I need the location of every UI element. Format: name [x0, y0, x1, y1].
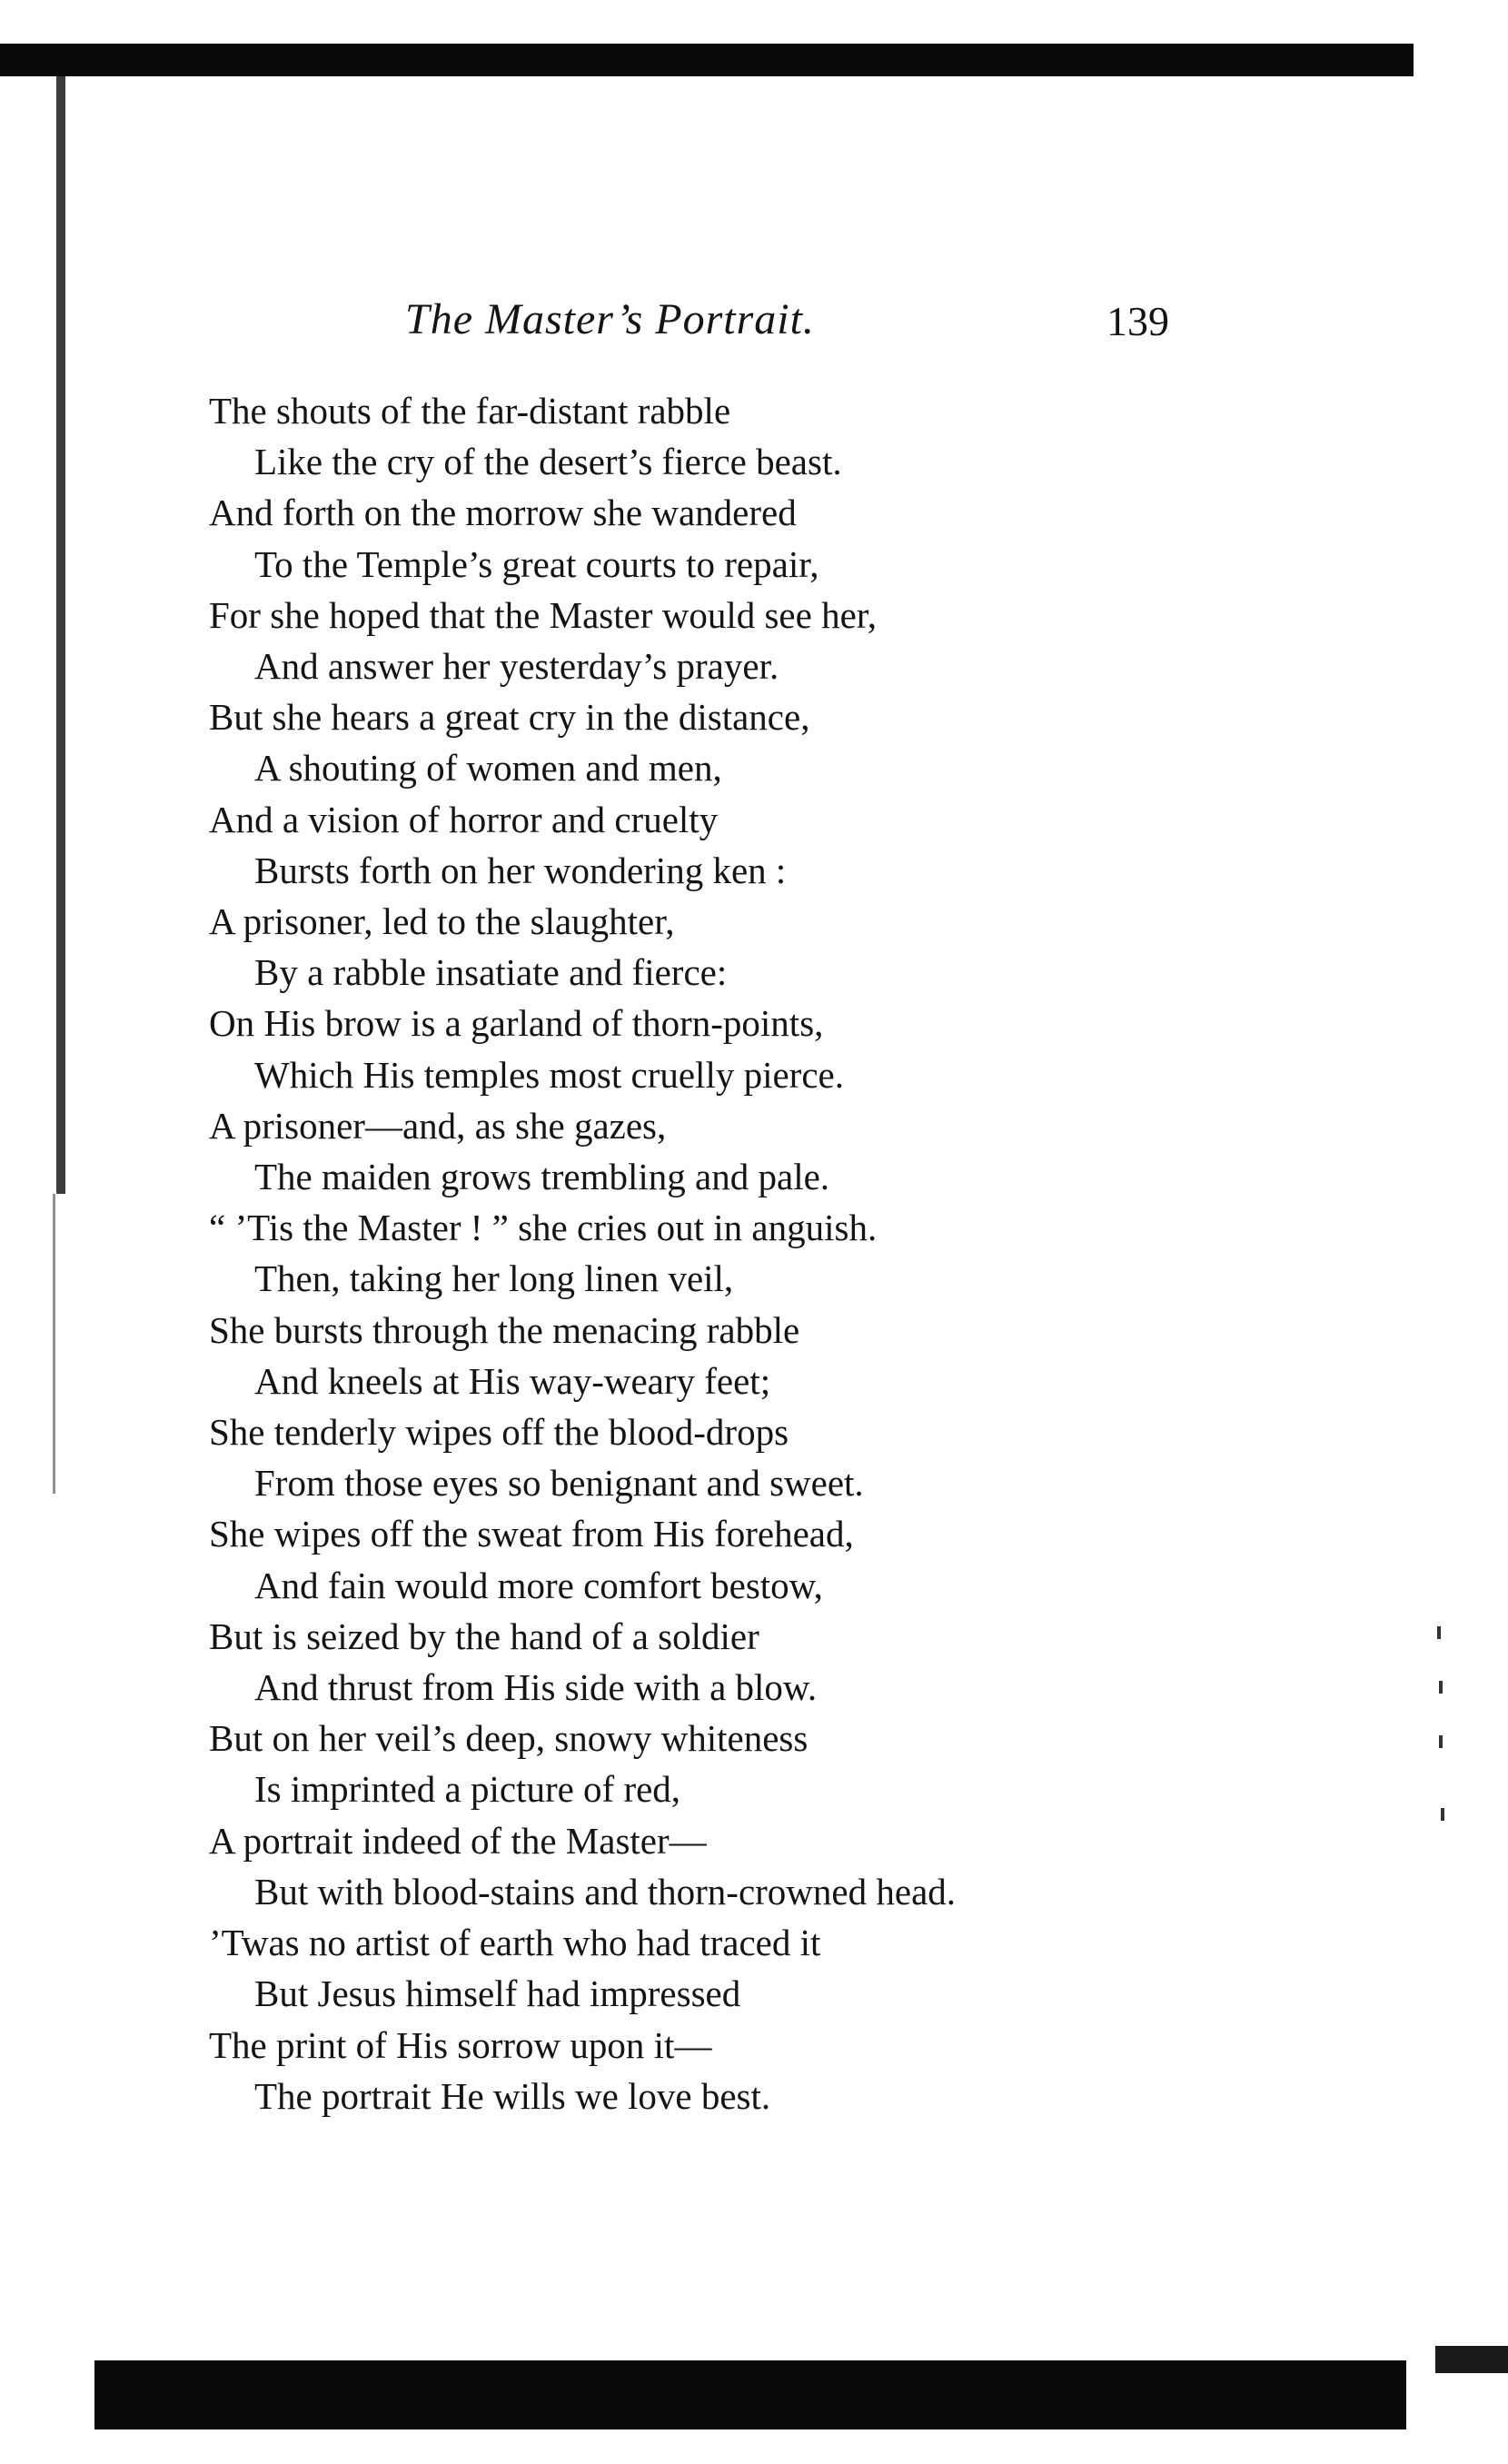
- poem-line: A prisoner, led to the slaughter,: [209, 900, 675, 943]
- scan-border-bottom: [94, 2360, 1406, 2429]
- poem-line: A prisoner—and, as she gazes,: [209, 1104, 667, 1147]
- poem-line: But with blood-stains and thorn-crowned head.: [254, 1870, 957, 1913]
- poem-line: From those eyes so benignant and sweet.: [254, 1462, 864, 1505]
- poem-line: For she hoped that the Master would see her,: [209, 593, 878, 636]
- poem-line: A portrait indeed of the Master—: [209, 1819, 707, 1862]
- poem-line: Like the cry of the desert’s fierce beast.: [254, 441, 842, 483]
- scan-mark-bottom-right: [1435, 2346, 1508, 2373]
- poem-line: She bursts through the menacing rabble: [209, 1308, 800, 1351]
- scan-speck: [1439, 1735, 1443, 1748]
- poem-line: By a rabble insatiate and fierce:: [254, 951, 728, 994]
- poem-line: But she hears a great cry in the distance,: [209, 696, 810, 739]
- poem-line: On His brow is a garland of thorn-points,: [209, 1002, 824, 1045]
- poem-line: She wipes off the sweat from His forehead,: [209, 1513, 854, 1555]
- scan-border-left-faint: [53, 1194, 55, 1494]
- poem-line: And kneels at His way-weary feet;: [254, 1359, 771, 1402]
- scan-speck: [1441, 1808, 1444, 1821]
- poem-line: But on her veil’s deep, snowy whiteness: [209, 1717, 809, 1760]
- poem-line: To the Temple’s great courts to repair,: [254, 542, 819, 585]
- poem-line: Then, taking her long linen veil,: [254, 1257, 734, 1300]
- poem-line: The maiden grows trembling and pale.: [254, 1156, 830, 1198]
- scan-speck: [1439, 1681, 1443, 1694]
- poem-line: And a vision of horror and cruelty: [209, 798, 719, 840]
- page-header: [0, 293, 1508, 347]
- poem-line: ’Twas no artist of earth who had traced it: [209, 1922, 821, 1964]
- poem-line: Bursts forth on her wondering ken :: [254, 849, 787, 891]
- poem-body: [209, 385, 1254, 2121]
- poem-line: She tenderly wipes off the blood-drops: [209, 1411, 789, 1454]
- scan-border-top: [0, 44, 1414, 76]
- running-title: The Master’s Portrait.: [405, 295, 815, 343]
- poem-line: A shouting of women and men,: [254, 747, 722, 790]
- poem-line: And fain would more comfort bestow,: [254, 1564, 823, 1606]
- poem-line: But is seized by the hand of a soldier: [209, 1615, 759, 1657]
- poem-line: The portrait He wills we love best.: [254, 2074, 771, 2117]
- scan-border-left: [56, 76, 65, 1194]
- poem-line: And thrust from His side with a blow.: [254, 1666, 818, 1709]
- poem-line: Which His temples most cruelly pierce.: [254, 1053, 844, 1096]
- poem-line: “ ’Tis the Master ! ” she cries out in anguish.: [209, 1207, 878, 1249]
- poem-line: And forth on the morrow she wandered: [209, 492, 797, 534]
- scan-speck: [1437, 1626, 1441, 1639]
- poem-line: Is imprinted a picture of red,: [254, 1768, 681, 1811]
- poem-line: The print of His sorrow upon it—: [209, 2023, 712, 2066]
- poem-line: But Jesus himself had impressed: [254, 1972, 741, 2015]
- poem-line: The shouts of the far-distant rabble: [209, 390, 731, 432]
- page-number: 139: [1106, 298, 1169, 344]
- poem-line: And answer her yesterday’s prayer.: [254, 645, 779, 688]
